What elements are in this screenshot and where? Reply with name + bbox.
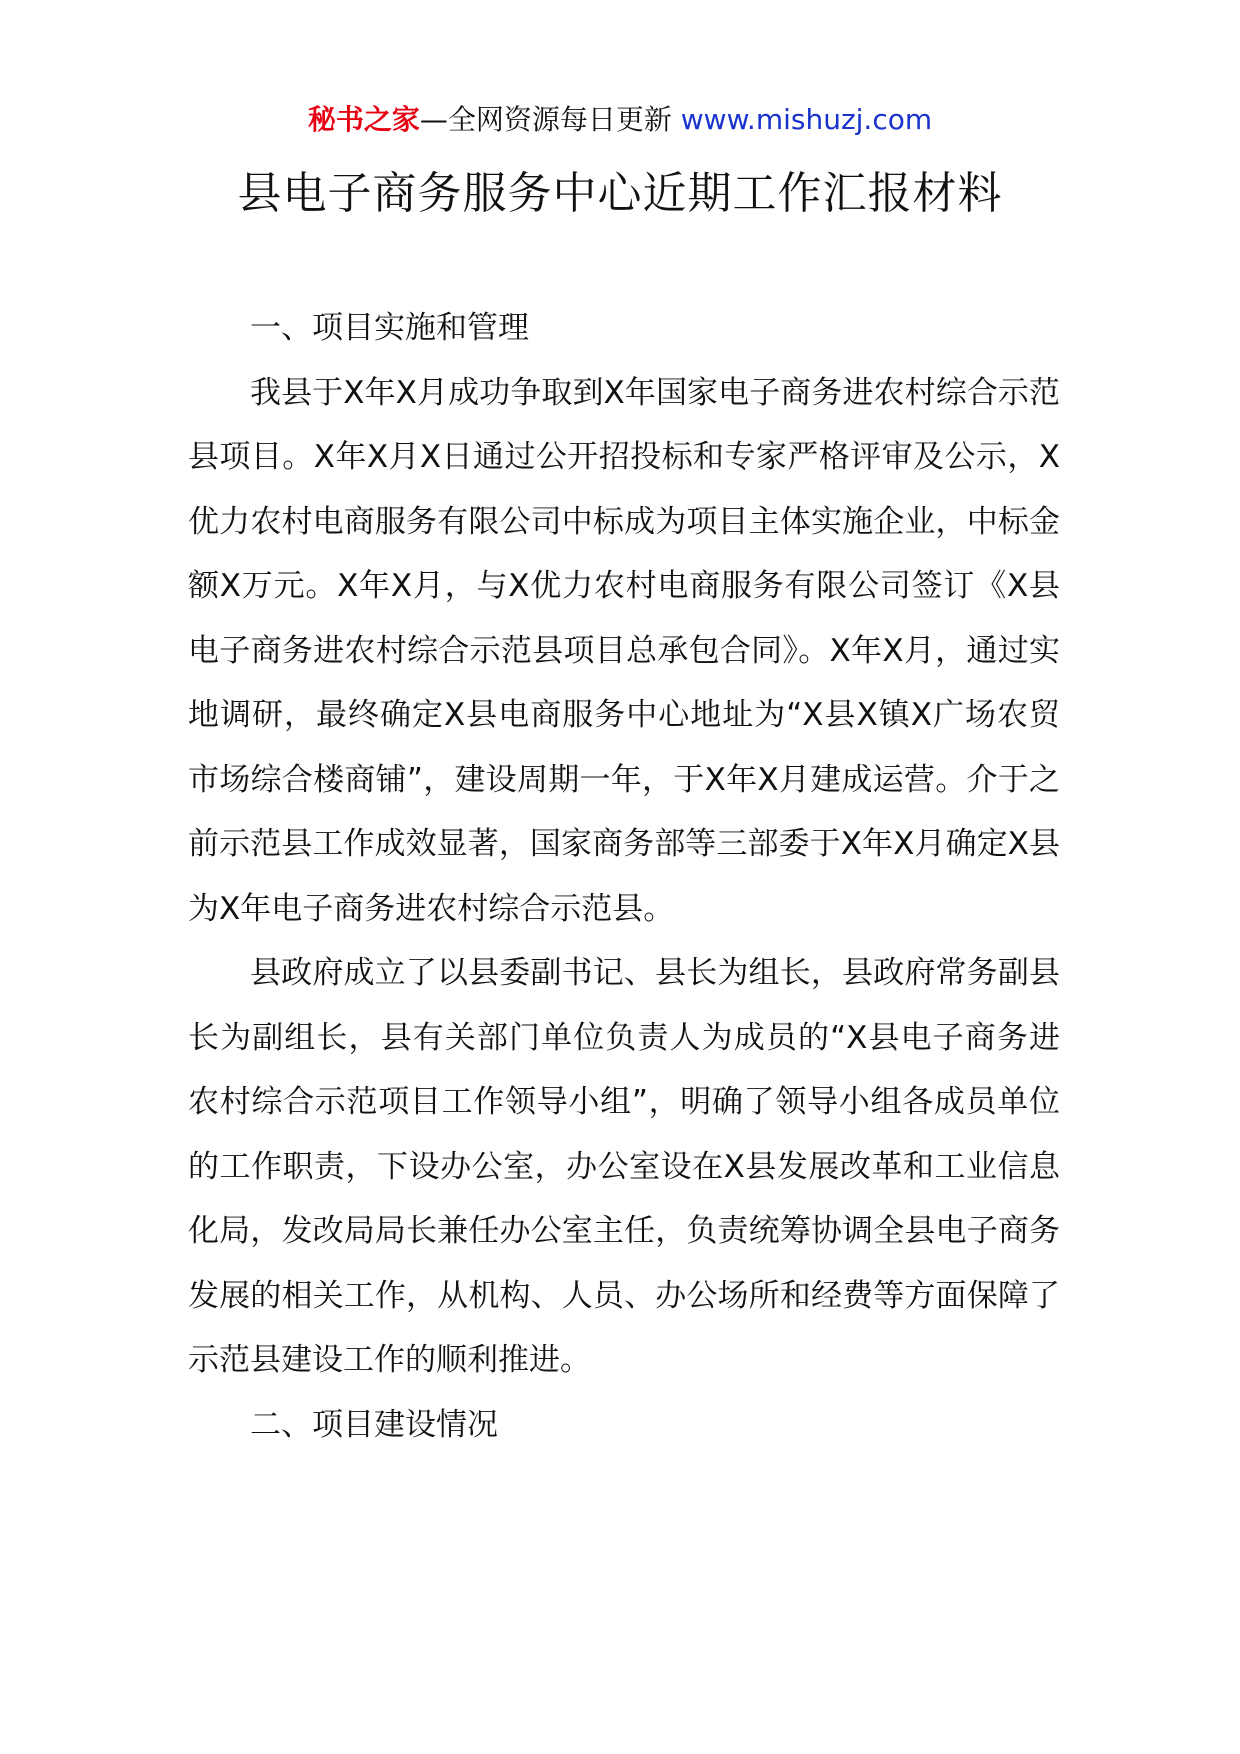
site-slogan: —全网资源每日更新	[419, 103, 681, 136]
site-brand-name: 秘书之家	[307, 103, 420, 136]
section-heading-2: 二、项目建设情况	[250, 1406, 498, 1443]
site-url-link[interactable]: www.mishuzj.com	[680, 103, 933, 136]
document-body	[188, 296, 1060, 1457]
section-heading-1: 一、项目实施和管理	[250, 310, 529, 346]
document-title: 县电子商务服务中心近期工作汇报材料	[237, 168, 1003, 219]
site-banner	[0, 100, 1240, 140]
paragraph-1: 我县于X年X月成功争取到X年国家电子商务进农村综合示范县项目。X年X月X日通过公开招投标和专家严格评审及公示，X优力农村电商服务有限公司中标成为项目主体实施企业，中标金额X万元。X年X月，与X优力农村电商服务有限公司签订《X县电子商务进农村综合示范县项目总承包合同》。X年X月，通过实地调研，最终确定X县电商服务中心地址为“X县X镇X广场农贸市场综合楼商铺”，建设周期一年，于X年X月建成运营。介于之前示范县工作成效显著，国家商务部等三部委于X年X月确定X县为X年电子商务进农村综合示范县。	[188, 374, 1060, 927]
paragraph-2: 县政府成立了以县委副书记、县长为组长，县政府常务副县长为副组长，县有关部门单位负责人为成员的“X县电子商务进农村综合示范项目工作领导小组”，明确了领导小组各成员单位的工作职责，下设办公室，办公室设在X县发展改革和工业信息化局，发改局局长兼任办公室主任，负责统筹协调全县电子商务发展的相关工作，从机构、人员、办公场所和经费等方面保障了示范县建设工作的顺利推进。	[188, 955, 1060, 1378]
